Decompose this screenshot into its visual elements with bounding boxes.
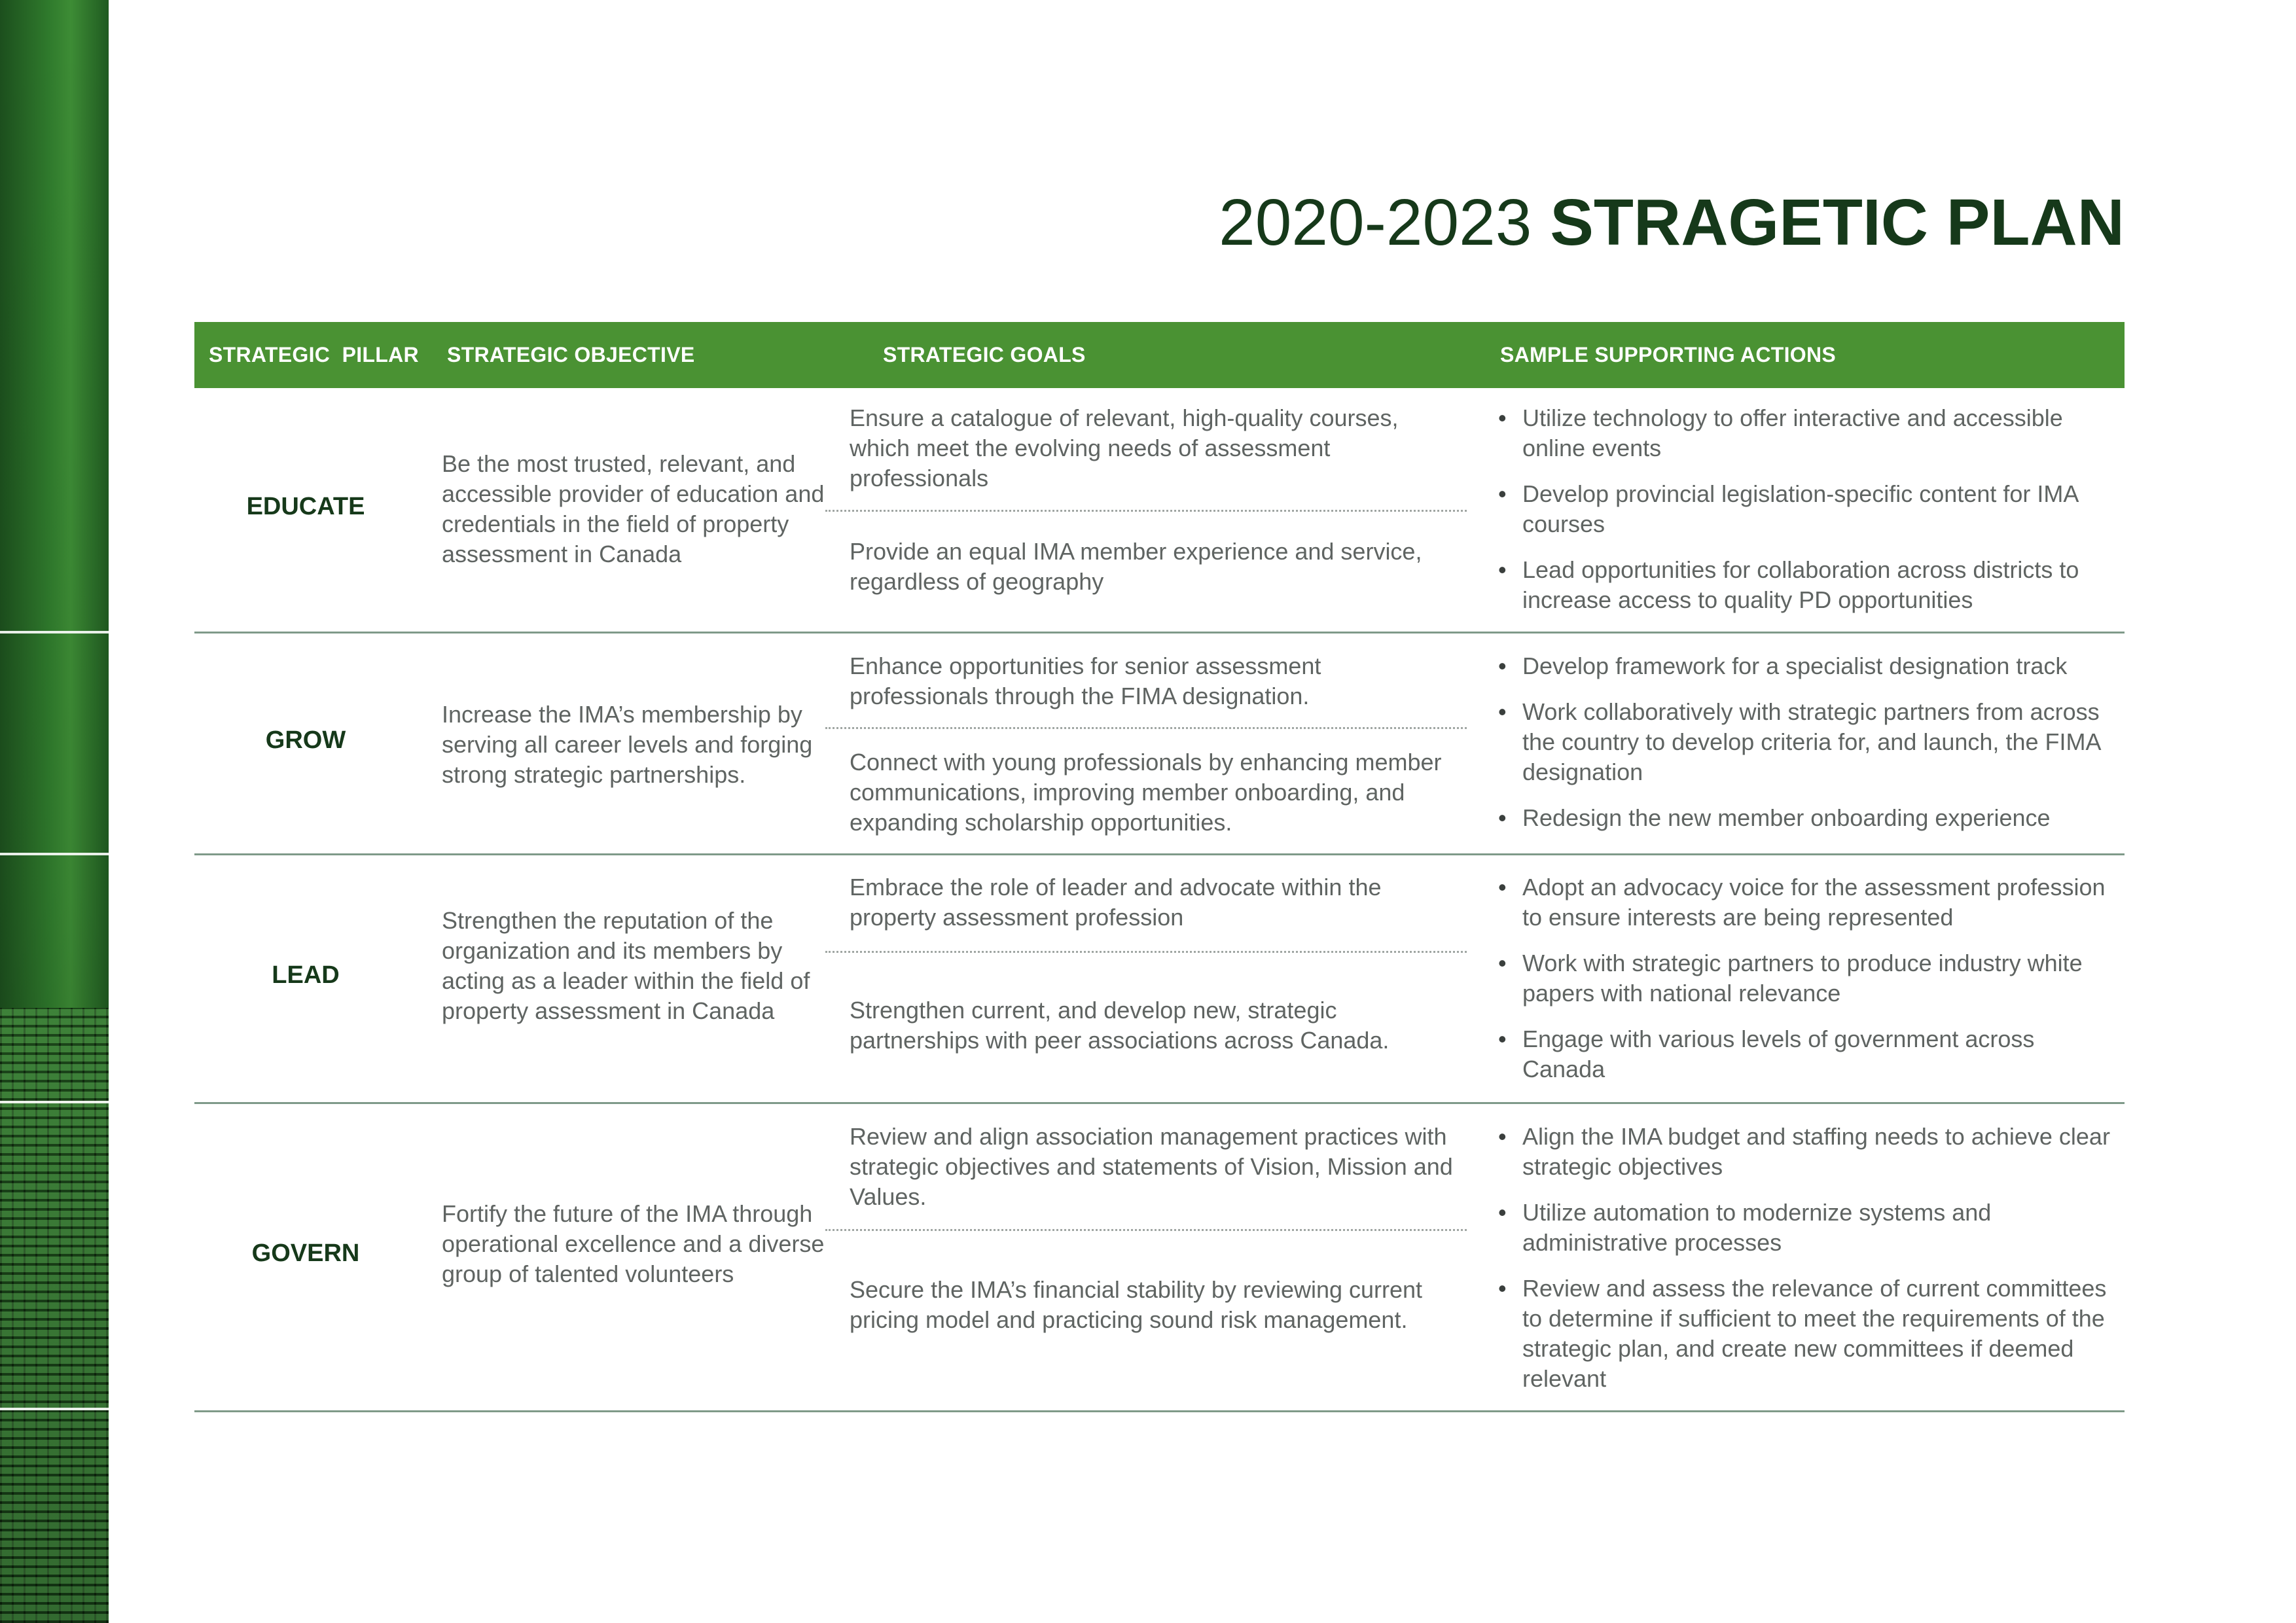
- goal-text: Review and align association management practices with strategic objectives and statements of Vision, Mission and Values.: [850, 1123, 1453, 1210]
- objective-text: Strengthen the reputation of the organization and its members by acting as a leader within the field of property assessment in Canada: [442, 907, 810, 1024]
- action-item: • Work collaboratively with strategic partners from across the country to develop criteria for, and launch, the FIMA designation: [1498, 697, 2120, 787]
- actions-list: [1498, 872, 2120, 1100]
- table-row-govern: [194, 1104, 2125, 1412]
- goal-text: Connect with young professionals by enhancing member communications, improving member onboarding, and expanding scholarship opportunities.: [850, 749, 1442, 836]
- title-years: 2020-2023: [1219, 186, 1532, 259]
- title-main: STRAGETIC PLAN: [1550, 186, 2125, 259]
- header-objective: STRATEGIC OBJECTIVE: [447, 343, 695, 366]
- goal-text: Embrace the role of leader and advocate within the property assessment profession: [850, 874, 1382, 931]
- action-item: • Work with strategic partners to produce industry white papers with national relevance: [1498, 948, 2120, 1008]
- table-header: [194, 322, 2125, 388]
- action-item: • Redesign the new member onboarding experience: [1498, 803, 2120, 833]
- action-item: • Lead opportunities for collaboration across districts to increase access to quality PD opportunities: [1498, 555, 2120, 615]
- action-item: • Adopt an advocacy voice for the assessment profession to ensure interests are being represented: [1498, 872, 2120, 933]
- pillar-label: LEAD: [272, 961, 340, 989]
- pillar-label: GROW: [265, 726, 346, 754]
- decorative-side-strip: [0, 0, 109, 1623]
- strip-divider: [0, 631, 109, 633]
- table-row-grow: [194, 633, 2125, 855]
- objective-text: Fortify the future of the IMA through operational excellence and a diverse group of talented volunteers: [442, 1200, 825, 1287]
- actions-list: [1498, 1122, 2120, 1410]
- strategic-plan-table: [194, 322, 2125, 1412]
- actions-list: [1498, 651, 2120, 849]
- page-title: [1219, 177, 2125, 268]
- goal-text: Strengthen current, and develop new, strategic partnerships with peer associations across Canada.: [850, 997, 1390, 1054]
- actions-list: [1498, 403, 2120, 631]
- goal-divider: [825, 510, 1467, 512]
- header-goals: STRATEGIC GOALS: [883, 343, 1086, 366]
- goal-divider: [825, 1229, 1467, 1231]
- strip-divider: [0, 1101, 109, 1103]
- goal-text: Enhance opportunities for senior assessment professionals through the FIMA designation.: [850, 652, 1321, 709]
- table-row-lead: [194, 855, 2125, 1104]
- strip-divider: [0, 1408, 109, 1410]
- building-photo-strip: [0, 1008, 109, 1623]
- goal-divider: [825, 727, 1467, 729]
- goal-text: Provide an equal IMA member experience and service, regardless of geography: [850, 538, 1422, 595]
- header-actions: SAMPLE SUPPORTING ACTIONS: [1500, 343, 1837, 366]
- action-item: • Engage with various levels of government across Canada: [1498, 1024, 2120, 1084]
- action-item: • Align the IMA budget and staffing needs to achieve clear strategic objectives: [1498, 1122, 2120, 1182]
- goal-text: Secure the IMA’s financial stability by reviewing current pricing model and practicing sound risk management.: [850, 1276, 1423, 1333]
- objective-text: Increase the IMA’s membership by serving all career levels and forging strong strategic partnerships.: [442, 701, 813, 788]
- action-item: • Utilize automation to modernize systems and administrative processes: [1498, 1198, 2120, 1258]
- goal-divider: [825, 951, 1467, 953]
- pillar-label: EDUCATE: [246, 493, 365, 520]
- table-row-educate: [194, 388, 2125, 633]
- action-item: • Develop provincial legislation-specific content for IMA courses: [1498, 479, 2120, 539]
- pillar-label: GOVERN: [251, 1240, 360, 1267]
- goal-text: Ensure a catalogue of relevant, high-quality courses, which meet the evolving needs of assessment professionals: [850, 404, 1399, 491]
- header-pillar: STRATEGIC PILLAR: [209, 343, 419, 366]
- strip-divider: [0, 853, 109, 855]
- action-item: • Develop framework for a specialist designation track: [1498, 651, 2120, 681]
- action-item: • Utilize technology to offer interactive and accessible online events: [1498, 403, 2120, 463]
- action-item: • Review and assess the relevance of current committees to determine if sufficient to meet the requirements of the strategic plan, and create new committees if deemed relevant: [1498, 1274, 2120, 1394]
- objective-text: Be the most trusted, relevant, and accessible provider of education and credentials in the field of property assessment in Canada: [442, 450, 825, 567]
